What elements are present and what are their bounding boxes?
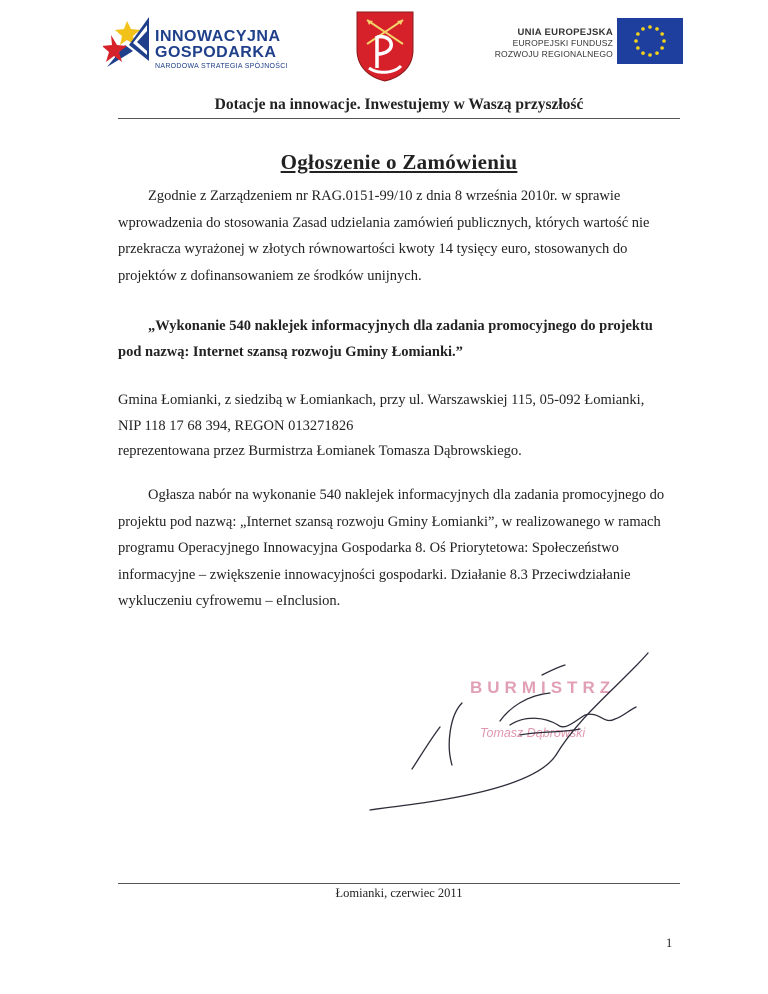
paragraph-announcement: [118, 482, 680, 615]
eu-line-1: UNIA EUROPEJSKA: [517, 27, 613, 38]
signature-stamp: [360, 645, 660, 815]
eu-line-3: ROZWOJU REGIONALNEGO: [494, 49, 613, 59]
text-line: NIP 118 17 68 394, REGON 013271826: [118, 417, 354, 434]
text-line: projektów z dofinansowaniem ze środków unijnych.: [118, 267, 422, 284]
text-line: pod nazwą: Internet szansą rozwoju Gminy Łomianki.”: [118, 344, 463, 360]
innovation-logo-icon: [103, 15, 151, 71]
text-line: przekracza wyrażonej w złotych równowartości kwoty 14 tysięcy euro, stosowanych do: [118, 241, 628, 257]
footer-divider: [118, 883, 680, 884]
eu-star-icon: [662, 39, 666, 43]
eu-star-icon: [634, 39, 638, 43]
text-line: projektu pod nazwą: „Internet szansą rozwoju Gminy Łomianki”, w realizowanego w ramach: [118, 513, 661, 530]
tagline: Dotacje na innowacje. Inwestujemy w Waszą przyszłość: [214, 96, 584, 113]
paragraph-subject: [118, 313, 680, 365]
eu-star-icon: [641, 27, 645, 31]
eu-star-icon: [641, 51, 645, 55]
logo-line-2: GOSPODARKA: [155, 44, 277, 61]
text-line: reprezentowana przez Burmistrza Łomianek Tomasza Dąbrowskiego.: [118, 443, 522, 459]
text-line: informacyjne – zwiększenie innowacyjności gospodarki. Działanie 8.3 Przeciwdziałanie: [118, 566, 631, 583]
eu-star-icon: [636, 32, 640, 36]
logo-line-3: NARODOWA STRATEGIA SPÓJNOŚCI: [155, 63, 288, 70]
text-line: „Wykonanie 540 naklejek informacyjnych dla zadania promocyjnego do projektu: [148, 318, 653, 334]
header-divider: [118, 118, 680, 119]
text-line: programu Operacyjnego Innowacyjna Gospodarka 8. Oś Priorytetowa: Społeczeństwo: [118, 540, 619, 556]
innowacyjna-gospodarka-logo: [103, 15, 313, 75]
stamp-name: Tomasz Dąbrowski: [480, 726, 586, 740]
text-line: wykluczeniu cyfrowemu – eInclusion.: [118, 593, 341, 609]
page-title: Ogłoszenie o Zamówieniu: [280, 150, 518, 174]
text-line: wprowadzenia do stosowania Zasad udzielania zamówień publicznych, których wartość nie: [118, 214, 650, 231]
eu-star-icon: [648, 53, 652, 57]
eu-star-icon: [660, 32, 664, 36]
logo-line-1: INNOWACYJNA: [155, 28, 281, 45]
eu-star-icon: [655, 27, 659, 31]
eu-line-2: EUROPEJSKI FUNDUSZ: [512, 38, 613, 48]
page-number: 1: [666, 936, 673, 950]
eu-star-icon: [648, 25, 652, 29]
eu-star-icon: [660, 46, 664, 50]
coat-of-arms-icon: [355, 10, 415, 82]
eu-star-icon: [636, 46, 640, 50]
footer-place-date: Łomianki, czerwiec 2011: [335, 886, 463, 900]
text-line: Ogłasza nabór na wykonanie 540 naklejek informacyjnych dla zadania promocyjnego do: [148, 487, 665, 503]
paragraph-intro: [118, 183, 680, 289]
paragraph-contracting-party: [118, 388, 680, 465]
eu-label: [495, 27, 613, 60]
text-line: Gmina Łomianki, z siedzibą w Łomiankach, przy ul. Warszawskiej 115, 05-092 Łomianki,: [118, 392, 645, 408]
stamp-title: BURMISTRZ: [470, 678, 616, 697]
text-line: Zgodnie z Zarządzeniem nr RAG.0151-99/10 z dnia 8 września 2010r. w sprawie: [148, 188, 621, 204]
eu-flag-icon: [617, 18, 683, 64]
eu-star-icon: [655, 51, 659, 55]
